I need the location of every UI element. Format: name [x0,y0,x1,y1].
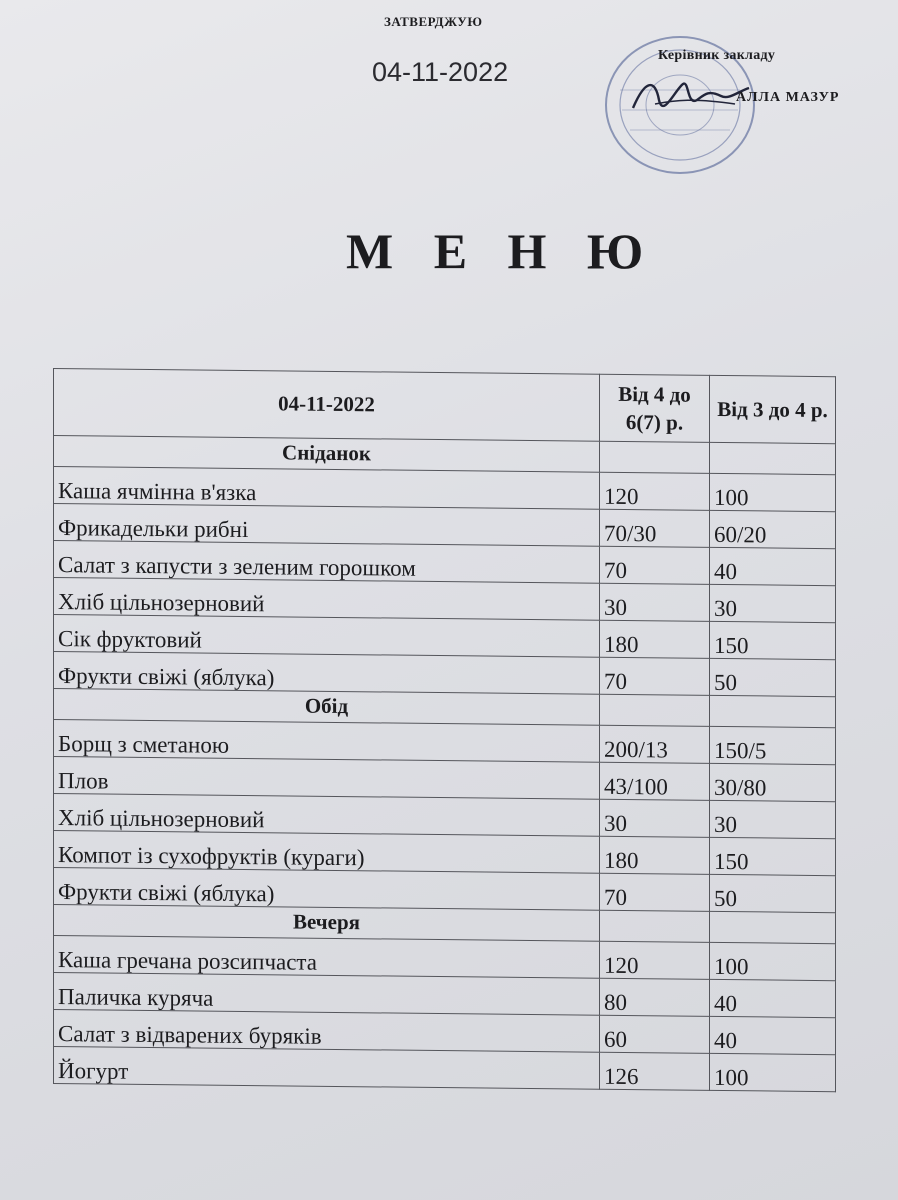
portion-age-3-4: 30 [710,584,836,622]
portion-age-4-6: 180 [600,836,710,874]
head-of-institution-label: Керівник закладу [658,48,776,63]
dish-name: Компот із сухофруктів (кураги) [54,831,600,874]
portion-age-3-4: 150 [710,621,836,659]
table-header-row [54,369,836,444]
empty-cell [600,441,710,473]
dish-name: Хліб цільнозерновий [54,794,600,837]
column-age-4-6: Від 4 до 6(7) р. [600,374,710,442]
portion-age-4-6: 43/100 [600,762,710,800]
portion-age-3-4: 60/20 [710,510,836,548]
dish-name: Борщ з сметаною [54,720,600,763]
table-row [54,1047,836,1092]
portion-age-3-4: 50 [710,658,836,696]
portion-age-3-4: 30 [710,800,836,838]
portion-age-3-4: 100 [710,473,836,511]
dish-name: Каша ячмінна в'язка [54,467,600,510]
portion-age-3-4: 150/5 [710,726,836,764]
portion-age-4-6: 180 [600,620,710,658]
portion-age-4-6: 30 [600,583,710,621]
portion-age-4-6: 30 [600,799,710,837]
portion-age-3-4: 40 [710,1016,836,1054]
section-name: Обід [54,689,600,726]
empty-cell [710,442,836,474]
section-name: Вечеря [54,905,600,942]
portion-age-4-6: 70 [600,546,710,584]
dish-name: Паличка куряча [54,973,600,1016]
portion-age-4-6: 200/13 [600,725,710,763]
dish-name: Фрукти свіжі (яблука) [54,652,600,695]
portion-age-3-4: 40 [710,979,836,1017]
page-title: М Е Н Ю [346,223,658,279]
portion-age-4-6: 80 [600,978,710,1016]
approval-label: ЗАТВЕРДЖУЮ [384,14,483,29]
portion-age-3-4: 100 [710,1053,836,1091]
dish-name: Йогурт [54,1047,600,1090]
empty-cell [710,695,836,727]
dish-name: Фрикадельки рибні [54,504,600,547]
portion-age-4-6: 126 [600,1052,710,1090]
table-date: 04-11-2022 [54,369,600,442]
dish-name: Салат з капусти з зеленим горошком [54,541,600,584]
dish-name: Фрукти свіжі (яблука) [54,868,600,911]
column-age-3-4: Від 3 до 4 р. [710,375,836,443]
portion-age-4-6: 60 [600,1015,710,1053]
portion-age-3-4: 100 [710,942,836,980]
empty-cell [710,911,836,943]
empty-cell [600,694,710,726]
section-name: Сніданок [54,436,600,473]
portion-age-3-4: 150 [710,837,836,875]
portion-age-3-4: 50 [710,874,836,912]
empty-cell [600,910,710,942]
dish-name: Салат з відварених буряків [54,1010,600,1053]
portion-age-3-4: 30/80 [710,763,836,801]
portion-age-4-6: 70/30 [600,509,710,547]
dish-name: Каша гречана розсипчаста [54,936,600,979]
menu-table [53,368,836,1092]
dish-name: Сік фруктовий [54,615,600,658]
portion-age-3-4: 40 [710,547,836,585]
portion-age-4-6: 120 [600,472,710,510]
portion-age-4-6: 120 [600,941,710,979]
dish-name: Хліб цільнозерновий [54,578,600,621]
portion-age-4-6: 70 [600,873,710,911]
portion-age-4-6: 70 [600,657,710,695]
dish-name: Плов [54,757,600,800]
approval-date: 04-11-2022 [372,57,509,87]
head-of-institution-name: АЛЛА МАЗУР [736,90,840,105]
